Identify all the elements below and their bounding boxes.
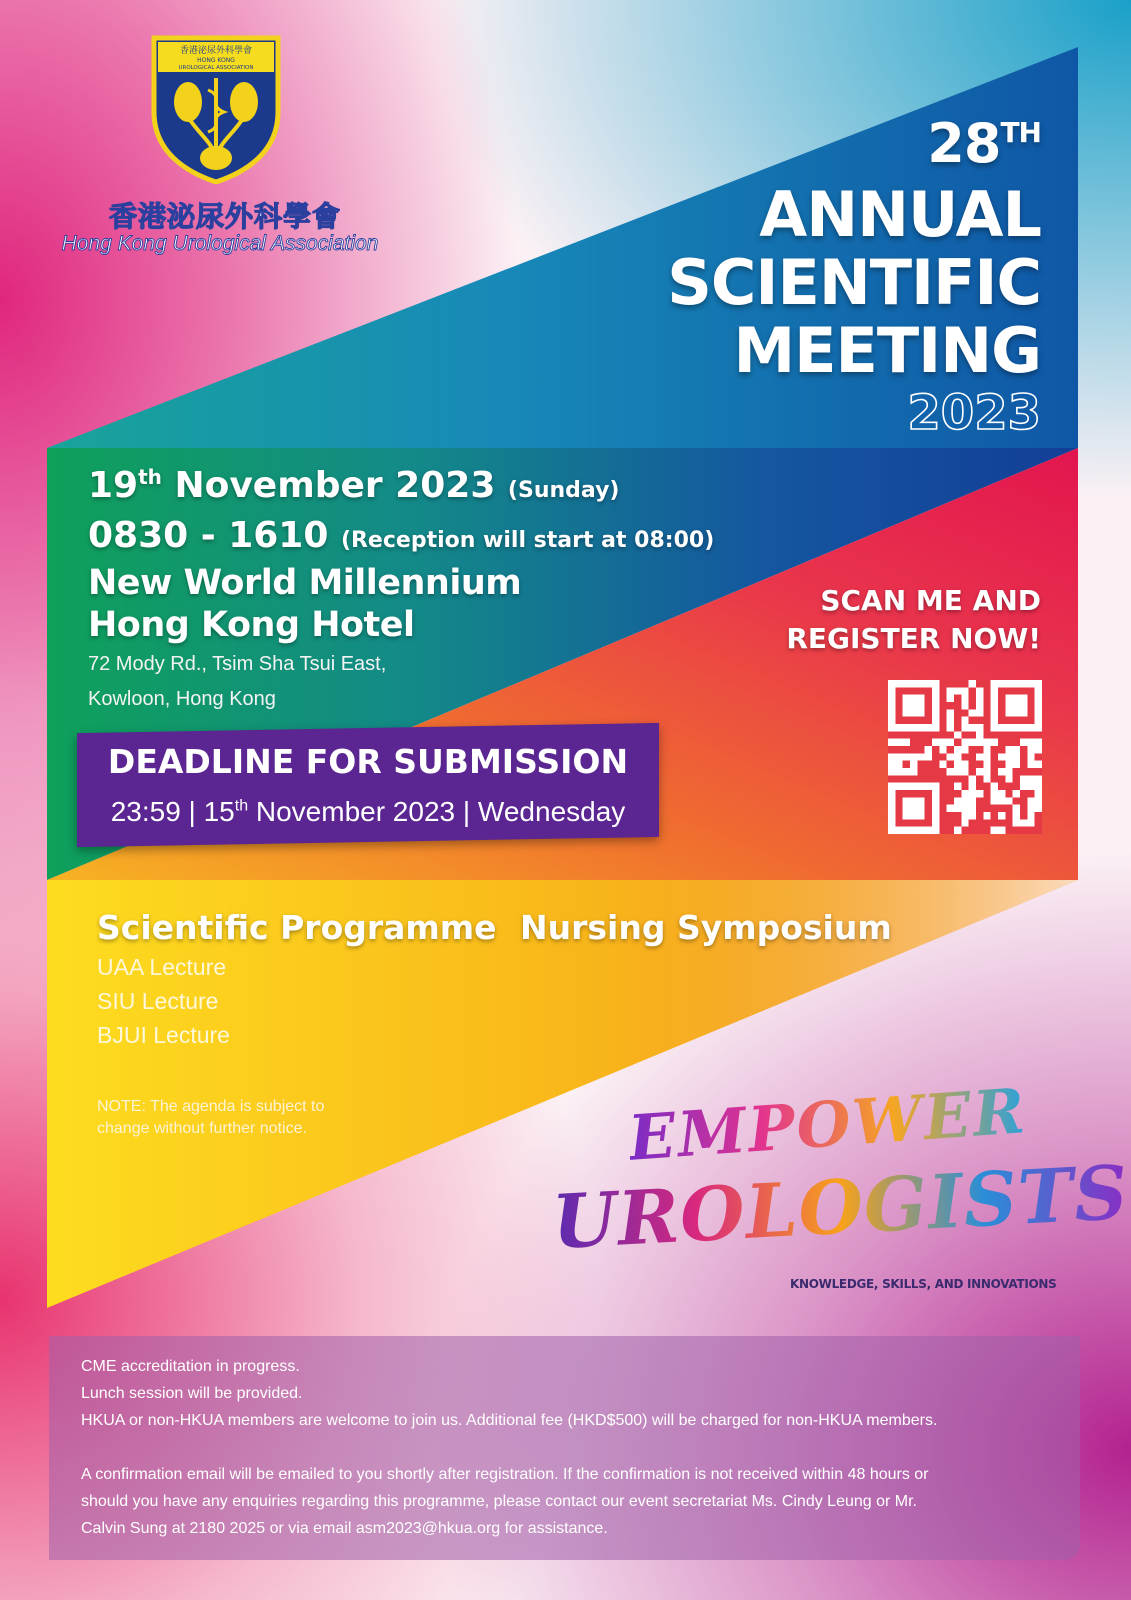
kidney-right-icon [230, 82, 258, 122]
event-date [88, 465, 619, 506]
programme-item: BJUI Lecture [97, 1022, 230, 1048]
deadline-time-day: 23:59 | 15 [110, 796, 235, 827]
title-year: 2023 [907, 385, 1041, 441]
bladder-icon [200, 146, 232, 170]
venue-address-line2: Kowloon, Hong Kong [88, 688, 276, 710]
logo-shield-ua: UROLOGICAL ASSOCIATION [178, 65, 254, 71]
register-cta-line1: SCAN ME AND [820, 584, 1041, 617]
kidney-left-icon [174, 82, 202, 122]
title-annual: ANNUAL [759, 178, 1041, 251]
venue-name-line2: Hong Kong Hotel [88, 605, 415, 645]
date-weekday: (Sunday) [507, 478, 620, 503]
logo-shield-zh: 香港泌尿外科學會 [179, 46, 253, 56]
registration-qr-code[interactable] [888, 680, 1042, 834]
time-range: 0830 - 1610 [88, 515, 341, 556]
theme-tagline: KNOWLEDGE, SKILLS, AND INNOVATIONS [790, 1277, 1057, 1291]
venue-address-line1: 72 Mody Rd., Tsim Sha Tsui East, [88, 653, 387, 675]
deadline-detail [77, 796, 659, 828]
logo-chinese-name: 香港泌尿外科學會 [108, 200, 341, 233]
date-day: 19 [88, 465, 139, 506]
logo-shield-hk: HONG KONG [197, 57, 235, 64]
association-logo [150, 34, 282, 184]
footer-line: Lunch session will be provided. [81, 1385, 303, 1402]
footer-line: should you have any enquiries regarding this programme, please contact our event secretariat Ms. Cindy Leung or Mr. [81, 1493, 917, 1510]
deadline-title: DEADLINE FOR SUBMISSION [107, 742, 629, 781]
footer-line: HKUA or non-HKUA members are welcome to join us. Additional fee (HKD$500) will be charged for non-HKUA members. [81, 1412, 938, 1429]
time-note: (Reception will start at 08:00) [340, 528, 715, 553]
ordinal-number: 28 [927, 112, 1001, 175]
title-meeting: MEETING [733, 314, 1041, 387]
title-scientific: SCIENTIFIC [667, 246, 1041, 319]
agenda-note-line2: change without further notice. [97, 1120, 307, 1137]
footer-line: CME accreditation in progress. [81, 1358, 300, 1375]
programme-item: SIU Lecture [97, 988, 219, 1014]
event-time [88, 515, 714, 556]
footer-line: Calvin Sung at 2180 2025 or via email asm2023@hkua.org for assistance. [81, 1520, 608, 1537]
scientific-programme-title: Scientific Programme [97, 908, 497, 947]
date-suffix: th [138, 465, 162, 489]
nursing-symposium-title: Nursing Symposium [520, 908, 892, 947]
logo-english-name: Hong Kong Urological Association [61, 232, 379, 255]
deadline-month-weekday: November 2023 | Wednesday [248, 796, 626, 827]
date-month-year: November 2023 [161, 465, 508, 506]
ordinal-suffix: TH [1000, 116, 1041, 149]
title-ordinal [927, 112, 1041, 175]
deadline-suffix: th [234, 797, 249, 815]
register-cta-line2: REGISTER NOW! [786, 622, 1041, 655]
theme-empower: EMPOWER [625, 1074, 1029, 1175]
agenda-note-line1: NOTE: The agenda is subject to [97, 1098, 325, 1115]
venue-name-line1: New World Millennium [88, 563, 522, 603]
programme-item: UAA Lecture [97, 954, 227, 980]
footer-line: A confirmation email will be emailed to you shortly after registration. If the confirmation is not received within 48 hours or [81, 1466, 929, 1483]
theme-urologists: UROLOGISTS [550, 1149, 1131, 1267]
